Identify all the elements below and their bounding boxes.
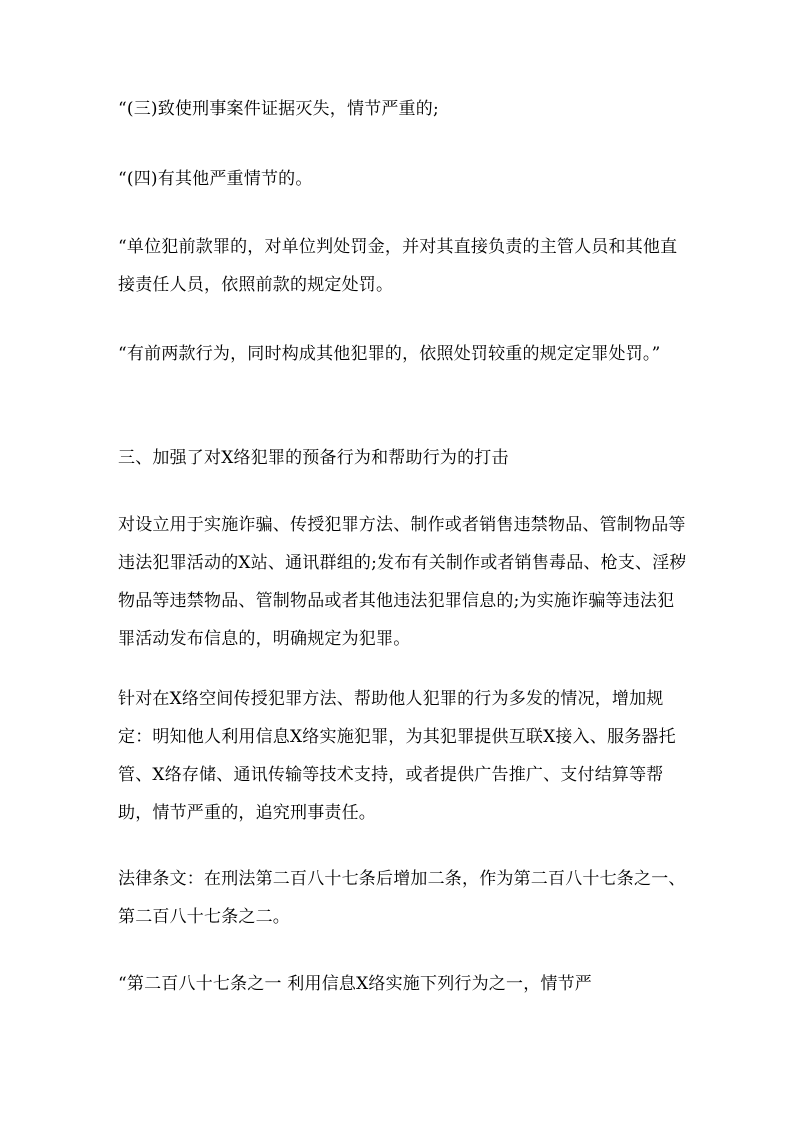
paragraph-concurrent-crime: “有前两款行为，同时构成其他犯罪的，依照处罚较重的规定定罪处罚。” [118, 344, 661, 364]
paragraph-preparatory-acts: 对设立用于实施诈骗、传授犯罪方法、制作或者销售违禁物品、管制物品等违法犯罪活动的X站、通讯群组的;发布有关制作或者销售毒品、枪支、淫秽物品等违禁物品、管制物品或者其他违法犯罪信息的;为实施诈骗等违法犯罪活动发布信息的，明确规定为犯罪。 [118, 515, 687, 649]
paragraph-clause-3: “(三)致使刑事案件证据灭失，情节严重的; [118, 99, 439, 119]
paragraph-assistance-acts: 针对在X络空间传授犯罪方法、帮助他人犯罪的行为多发的情况，增加规定：明知他人利用信息X络实施犯罪，为其犯罪提供互联X接入、服务器托管、X络存储、通讯传输等技术支持，或者提供广告推广、支付结算等帮助，情节严重的，追究刑事责任。 [118, 689, 676, 823]
paragraph-clause-4: “(四)有其他严重情节的。 [118, 169, 313, 189]
paragraph-unit-crime: “单位犯前款罪的，对单位判处罚金，并对其直接负责的主管人员和其他直接责任人员，依照前款的规定处罚。 [118, 237, 678, 295]
paragraph-legal-provision: 法律条文：在刑法第二百八十七条后增加二条，作为第二百八十七条之一、第二百八十七条之二。 [118, 869, 686, 927]
section-heading-three: 三、加强了对X络犯罪的预备行为和帮助行为的打击 [118, 448, 509, 468]
paragraph-article-287-1: “第二百八十七条之一 利用信息X络实施下列行为之一，情节严 [118, 974, 592, 994]
